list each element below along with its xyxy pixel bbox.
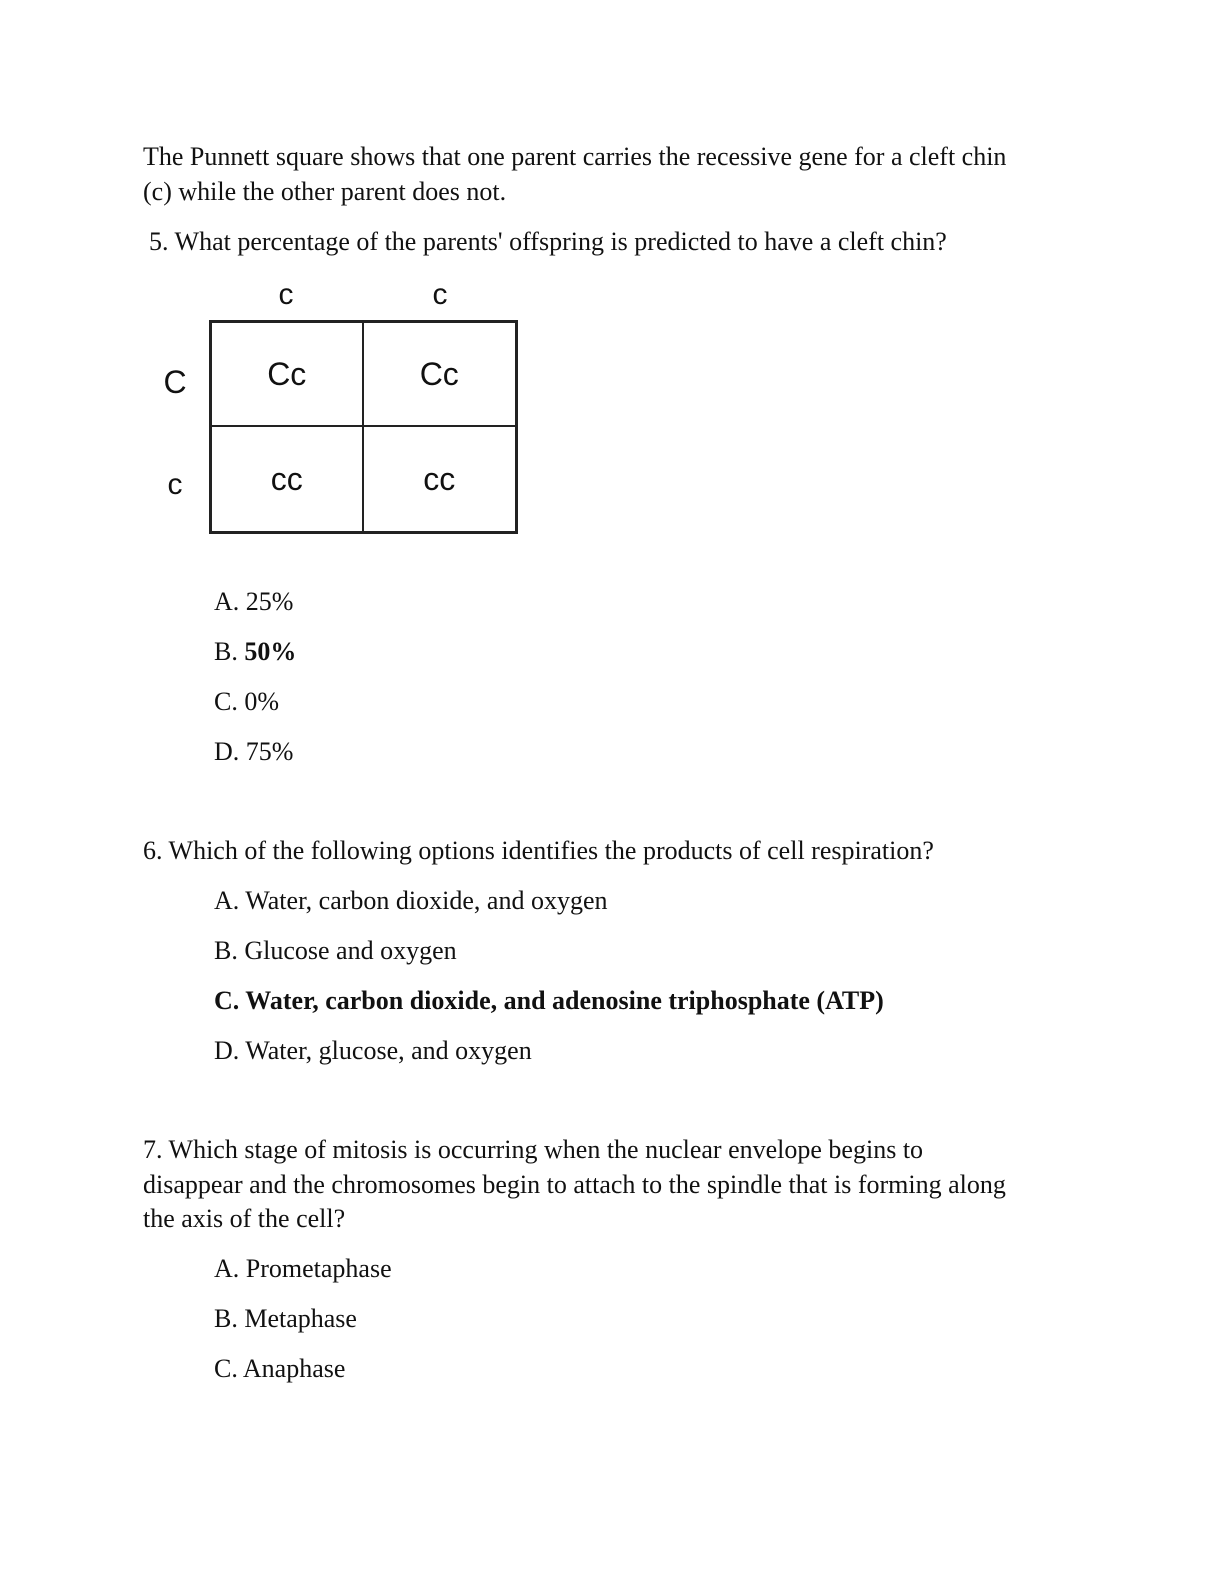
question-7-line-1: 7. Which stage of mitosis is occurring when the nuclear envelope begins to bbox=[143, 1135, 924, 1164]
punnett-cell: cc bbox=[423, 460, 456, 497]
q6-option-a: A. Water, carbon dioxide, and oxygen bbox=[214, 886, 608, 915]
q7-option-a: A. Prometaphase bbox=[214, 1254, 392, 1283]
q7-option-b: B. Metaphase bbox=[214, 1304, 357, 1333]
intro-line-2: (c) while the other parent does not. bbox=[143, 177, 507, 206]
punnett-cell: Cc bbox=[364, 323, 516, 427]
punnett-cell: cc bbox=[212, 427, 364, 531]
q6-option-c: C. Water, carbon dioxide, and adenosine triphosphate (ATP) bbox=[214, 986, 884, 1015]
punnett-row-header-1: C bbox=[163, 364, 187, 400]
q5-option-d: D. 75% bbox=[214, 737, 294, 766]
punnett-row-header-2: c bbox=[167, 468, 183, 501]
question-7-line-2: disappear and the chromosomes begin to attach to the spindle that is forming along bbox=[143, 1170, 1006, 1199]
punnett-cell: Cc bbox=[212, 323, 364, 427]
question-6-text: 6. Which of the following options identifies the products of cell respiration? bbox=[143, 836, 934, 865]
question-7-line-3: the axis of the cell? bbox=[143, 1204, 346, 1233]
q5-option-a: A. 25% bbox=[214, 587, 294, 616]
q5-option-b: B. 50% bbox=[214, 637, 297, 666]
punnett-col-header-2: c bbox=[432, 278, 448, 311]
question-5-text: 5. What percentage of the parents' offspring is predicted to have a cleft chin? bbox=[149, 227, 947, 256]
q5-option-c: C. 0% bbox=[214, 687, 280, 716]
intro-line-1: The Punnett square shows that one parent carries the recessive gene for a cleft chin bbox=[143, 142, 1007, 171]
punnett-grid bbox=[209, 320, 518, 534]
q6-option-b: B. Glucose and oxygen bbox=[214, 936, 457, 965]
punnett-col-header-1: c bbox=[278, 278, 294, 311]
q7-option-c: C. Anaphase bbox=[214, 1354, 346, 1383]
q6-option-d: D. Water, glucose, and oxygen bbox=[214, 1036, 532, 1065]
